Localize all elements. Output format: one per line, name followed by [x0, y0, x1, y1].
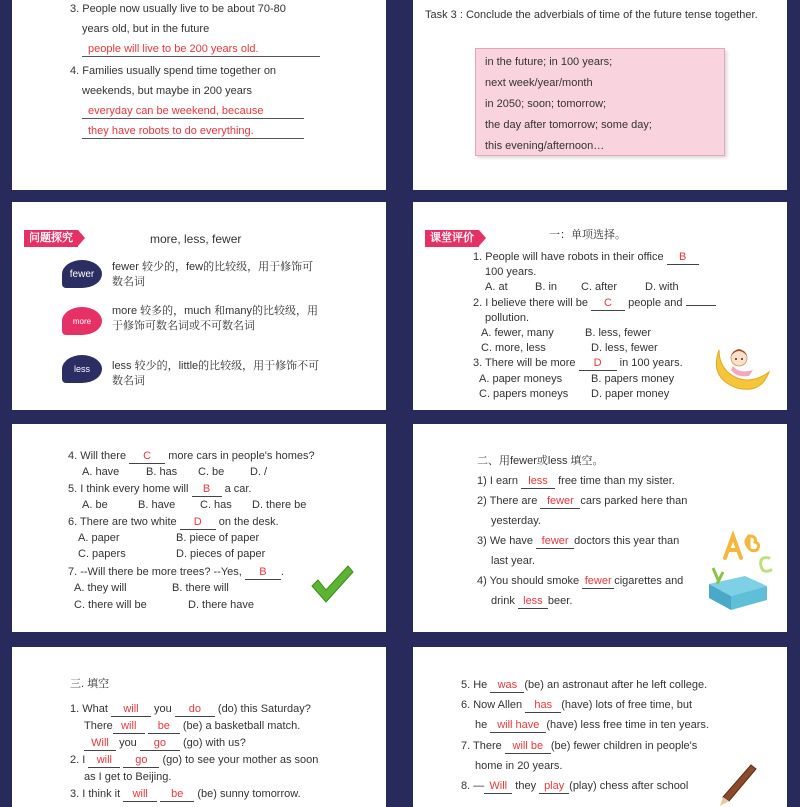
l2-text-c: yesterday.	[491, 515, 541, 527]
q5-text: 5. I think every home will	[68, 483, 189, 495]
l6-text-b: (have) lots of free time, but	[561, 699, 693, 711]
q3-option-c: C. papers moneys	[479, 388, 569, 400]
q6-option-c: C. papers	[78, 548, 126, 560]
l1-text-b: free time than my sister.	[558, 475, 675, 487]
l4-text-d: beer.	[547, 595, 573, 607]
q7-answer: B	[245, 566, 281, 580]
q7-option-b: B. there will	[172, 582, 229, 594]
q4-end: more cars in people's homes?	[168, 450, 315, 462]
l1-text-a: 1) I earn	[477, 475, 518, 487]
q5-option-a: A. be	[82, 499, 108, 511]
q3-option-a: A. paper moneys	[479, 373, 563, 385]
q4-answer-1: everyday can be weekend, because	[82, 104, 304, 119]
l3-text-c: (go) with us?	[182, 737, 246, 749]
fewer-desc-2: 数名词	[112, 276, 145, 288]
l1-answer-1: will	[111, 703, 151, 717]
q2-blank	[686, 305, 716, 306]
l7-text-a: 7. There	[461, 740, 502, 752]
q1-text-b: 100 years.	[485, 266, 537, 278]
l1-text-c: (do) this Saturday?	[217, 703, 311, 715]
q1-option-b: B. in	[535, 281, 558, 293]
q4-option-a: A. have	[82, 466, 120, 478]
slide-single-choice	[413, 202, 787, 410]
l2-text-b: cars parked here than	[580, 495, 688, 507]
q1-option-a: A. at	[485, 281, 508, 293]
less-desc-1: less 较少的，little的比较级，用于修饰不可	[112, 360, 320, 372]
q3-answer: D	[579, 357, 617, 371]
q1-answer: B	[667, 251, 699, 265]
l6-answer: has	[525, 699, 561, 713]
slide-fill-in-2	[413, 647, 787, 807]
slide-title: 一：单项选择。	[549, 229, 626, 241]
q2-text: 2. I believe there will be	[473, 297, 588, 309]
fewer-badge: fewer	[62, 260, 102, 288]
l4-text-b: cigarettes and	[614, 575, 684, 587]
l3-answer-1: Will	[84, 737, 116, 751]
q3-option-d: D. paper money	[591, 388, 670, 400]
slide-task-3	[413, 0, 787, 190]
slide-fill-in-1	[12, 647, 386, 807]
q4-answer: C	[129, 450, 165, 464]
q2-mid: people and	[628, 297, 683, 309]
q6-option-b: B. piece of paper	[176, 532, 260, 544]
slide-future-predictions	[12, 0, 386, 190]
section-tag: 问题探究	[24, 230, 78, 247]
l6-answer-1: will	[123, 788, 157, 802]
more-desc-2: 于修饰可数名词或不可数名词	[112, 320, 255, 332]
checkmark-icon	[310, 564, 354, 604]
q7-option-c: C. there will be	[74, 599, 147, 611]
l7-text-b: (be) fewer children in people's	[550, 740, 698, 752]
l3-answer: fewer	[536, 535, 574, 549]
l1-text-a: 1. What	[70, 703, 108, 715]
l6-text-d: (have) less free time in ten years.	[546, 719, 709, 731]
adverbial-1: in the future; in 100 years;	[485, 56, 613, 68]
l4-answer-2: go	[123, 754, 159, 768]
l6-text-c: (be) sunny tomorrow.	[197, 788, 301, 800]
q2-option-b: B. less, fewer	[585, 327, 652, 339]
l3-answer-2: go	[140, 737, 180, 751]
more-desc-1: more 较多的，much 和many的比较级，用	[112, 305, 318, 317]
more-badge: more	[62, 307, 102, 335]
less-desc-2: 数名词	[112, 375, 145, 387]
q2-option-d: D. less, fewer	[591, 342, 658, 354]
l2-answer-2: be	[148, 720, 180, 734]
q3-text: 3. People now usually live to be about 70-80	[70, 3, 286, 15]
q5-option-d: D. there be	[252, 499, 307, 511]
abc-blocks-illustration	[701, 528, 775, 612]
l6-text-a: 3. I think it	[70, 788, 121, 800]
l5-text-b: (be) an astronaut after he left college.	[524, 679, 708, 691]
l4-text-c: (go) to see your mother as soon	[162, 754, 319, 766]
adverbial-4: the day after tomorrow; some day;	[485, 119, 652, 131]
adverbial-5: this evening/afternoon…	[485, 140, 605, 152]
l1-answer-2: do	[175, 703, 215, 717]
q2-text-b: pollution.	[485, 312, 530, 324]
l1-answer: less	[521, 475, 555, 489]
q7-text: 7. --Will there be more trees? --Yes,	[68, 566, 242, 578]
q4-answer-2: they have robots to do everything.	[82, 124, 304, 139]
l5-text-a: 5. He	[461, 679, 488, 691]
q2-option-a: A. fewer, many	[481, 327, 554, 339]
l2-text-a: There	[84, 720, 113, 732]
q3-text2: years old, but in the future	[82, 23, 210, 35]
l3-text-a: 3) We have	[477, 535, 534, 547]
l7-answer: will be	[505, 740, 551, 754]
moon-girl-illustration	[709, 340, 771, 392]
l6-text-a: 6. Now Allen	[461, 699, 523, 711]
l8-text-a: 8. —	[461, 780, 485, 792]
q6-end: on the desk.	[218, 516, 279, 528]
l2-answer: fewer	[540, 495, 580, 509]
slide-fewer-less-fill	[413, 424, 787, 632]
l3-text-b: doctors this year than	[574, 535, 680, 547]
l5-answer: was	[490, 679, 524, 693]
q7-end: .	[280, 566, 284, 578]
q3-text: 3. There will be more	[473, 357, 576, 369]
slide-single-choice-continued	[12, 424, 386, 632]
q4-text: 4. Will there	[68, 450, 127, 462]
less-badge: less	[62, 355, 102, 383]
l8-text-c: (play) chess after school	[569, 780, 689, 792]
q1-option-d: D. with	[645, 281, 679, 293]
l8-answer-2: play	[539, 780, 569, 794]
q4-text2: weekends, but maybe in 200 years	[82, 85, 252, 97]
l5-text: as I get to Beijing.	[84, 771, 172, 783]
l4-text-c: drink	[491, 595, 515, 607]
l4-answer: fewer	[582, 575, 614, 589]
l2-text-a: 2) There are	[477, 495, 538, 507]
fewer-desc-1: fewer 较少的，few的比较级，用于修饰可	[112, 261, 314, 273]
q7-option-a: A. they will	[74, 582, 127, 594]
q5-end: a car.	[224, 483, 252, 495]
l3-text-c: last year.	[491, 555, 536, 567]
slide-more-less-fewer	[12, 202, 386, 410]
l8-text-b: they	[515, 780, 537, 792]
q3-option-b: B. papers money	[591, 373, 675, 385]
q1-text: 1. People will have robots in their office	[473, 251, 664, 263]
l4-text-a: 2. I	[70, 754, 86, 766]
q3-answer: people will live to be 200 years old.	[82, 42, 320, 57]
q4-option-b: B. has	[146, 466, 178, 478]
q6-answer: D	[180, 516, 216, 530]
slide-title: 三. 填空	[70, 678, 110, 690]
adverbial-3: in 2050; soon; tomorrow;	[485, 98, 607, 110]
q5-option-c: C. has	[200, 499, 232, 511]
l6-text-c: he	[475, 719, 488, 731]
q6-option-d: D. pieces of paper	[176, 548, 266, 560]
q6-option-a: A. paper	[78, 532, 120, 544]
section-tag: 课堂评价	[425, 230, 479, 247]
q4-text: 4. Families usually spend time together on	[70, 65, 277, 77]
q2-answer: C	[591, 297, 625, 311]
slide-title: more, less, fewer	[150, 232, 242, 246]
q3-end: in 100 years.	[619, 357, 683, 369]
l4-answer-2: less	[518, 595, 548, 609]
l2-answer-1: will	[113, 720, 145, 734]
pencil-icon	[717, 763, 757, 807]
l6-answer-2: be	[160, 788, 194, 802]
l6-answer-2: will have	[490, 719, 546, 733]
q5-option-b: B. have	[138, 499, 176, 511]
q7-option-d: D. there have	[188, 599, 255, 611]
task-heading: Task 3 : Conclude the adverbials of time of the future tense together.	[425, 9, 758, 21]
slide-title: 二、用fewer或less 填空。	[477, 455, 604, 467]
q4-option-d: D. /	[250, 466, 268, 478]
q2-option-c: C. more, less	[481, 342, 546, 354]
l7-text-c: home in 20 years.	[475, 760, 563, 772]
adverbials-box	[475, 48, 725, 156]
q4-option-c: C. be	[198, 466, 225, 478]
adverbial-2: next week/year/month	[485, 77, 593, 89]
q6-text: 6. There are two white	[68, 516, 177, 528]
l4-text-a: 4) You should smoke	[477, 575, 580, 587]
l1-text-b: you	[154, 703, 172, 715]
l3-text-b: you	[119, 737, 137, 749]
l2-text-c: (be) a basketball match.	[182, 720, 301, 732]
l8-answer-1: Will	[484, 780, 512, 794]
q5-answer: B	[192, 483, 222, 497]
l4-answer-1: will	[88, 754, 120, 768]
q1-option-c: C. after	[581, 281, 618, 293]
